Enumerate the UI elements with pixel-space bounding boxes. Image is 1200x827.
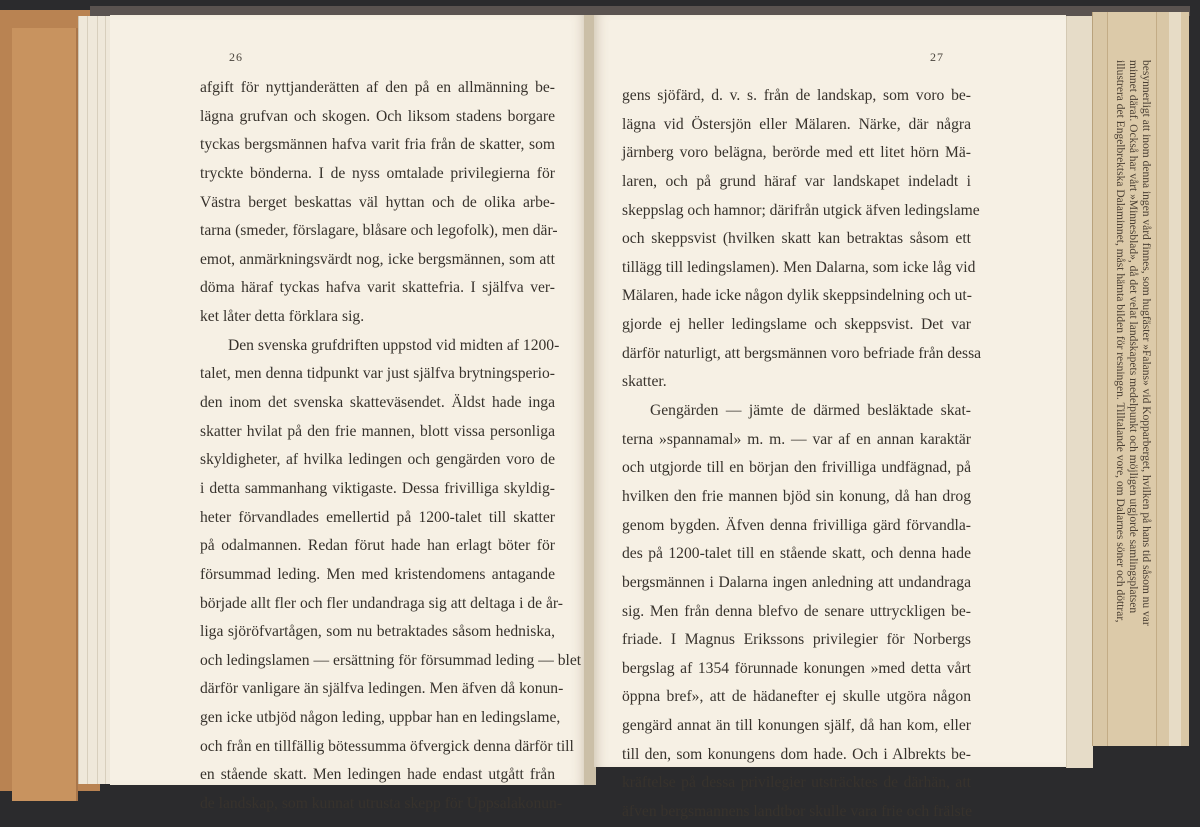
- right-page: [594, 15, 1066, 821]
- text-line: talet, men denna tidpunkt var just själfva brytningsperio-: [200, 365, 555, 383]
- text-line: sig. Men från denna blefvo de senare uttryckligen be-: [622, 602, 971, 620]
- text-line: tryckte bönderna. I de nyss omtalade privilegierna för: [200, 164, 555, 182]
- text-line: bergsmännen i Dalarna ingen anledning att undandraga: [622, 573, 971, 591]
- text-line: skatter hvilat på den frie mannen, blott vissa personliga: [200, 422, 555, 440]
- text-line: Mälaren, hade icke någon dylik skeppsindelning och ut-: [622, 287, 972, 305]
- page-edges-right: [1066, 16, 1093, 768]
- text-line: kräftelse på dessa privilegier utsträcktes de därhän, att: [622, 774, 971, 792]
- text-line: laren, och på grund häraf var landskapet indeladt i: [622, 172, 971, 190]
- text-line: bergslag af 1354 förunnade konungen »med detta vårt: [622, 659, 971, 677]
- text-line: och skeppsvist (hvilken skatt kan betraktas såsom ett: [622, 230, 971, 248]
- text-line: gen icke utbjöd någon leding, uppbar han en ledingslame,: [200, 709, 561, 727]
- text-line: därför naturligt, att bergsmännen voro befriade från dessa: [622, 344, 982, 362]
- page-body-text: [622, 82, 982, 827]
- text-line: tyckas bergsmännen hafva varit fria från de skatter, som: [200, 136, 555, 154]
- page-number: 26: [229, 50, 243, 64]
- page-body-text: [200, 74, 582, 819]
- text-line: började allt fler och fler undandraga sig att deltaga i de år-: [200, 594, 563, 612]
- page-number: 27: [930, 50, 944, 64]
- text-line: öppna bref», att de hädanefter ej skulle utgöra någon: [622, 688, 971, 706]
- text-line: des på 1200-talet till en stående skatt, och denna hade: [622, 545, 971, 563]
- inserted-clipping: [1092, 12, 1189, 746]
- text-line: emot, anmärkningsvärdt nog, icke bergsmännen, som att: [200, 250, 555, 268]
- cover-endpaper: [12, 28, 78, 801]
- text-line: den inom det svenska skatteväsendet. Äldst hade inga: [200, 394, 555, 412]
- text-line: gengärd annat än till konungen själf, då han kom, eller: [622, 717, 971, 735]
- text-line: hvilken den frie mannen bjöd sin konung, då han drog: [622, 487, 971, 505]
- text-line: Västra berget beskattas väl hyttan och de olika arbe-: [200, 193, 555, 211]
- text-line: friade. I Magnus Erikssons privilegier för Norbergs: [622, 631, 971, 649]
- text-line: äfven bergsmannens landtbor skulle vara frie och frälste: [622, 803, 973, 821]
- text-line: terna »spannamal» m. m. — var af en annan karaktär: [622, 430, 971, 448]
- text-line: lägna grufvan och skogen. Och liksom stadens borgare: [200, 107, 555, 125]
- text-line: i detta sammanhang viktigaste. Dessa frivilliga skyldig-: [200, 479, 555, 497]
- text-line: försummad leding. Men med kristendomens antagande: [200, 565, 555, 583]
- text-line: döma häraf tyckas hafva varit skattefria. I själfva ver-: [200, 279, 555, 297]
- clipping-text-line: minnet däraf. Också har vårt »Minnesblad», då det velat landskapets medelpunkt och möjligen utgjorde samlingsplatsen: [1127, 60, 1139, 614]
- clipping-text-line: illustrera det Engelbrektska Dalaminnet, måst hämta bilden för resningen. Tilltalande vore, om Dalarnes söner och döttrar,: [1114, 60, 1126, 623]
- clipping-rotated-text: [1113, 60, 1152, 740]
- text-line: skeppslag och hamnor; därifrån utgick äfven ledingslame: [622, 201, 980, 219]
- text-line: och från en tillfällig bötessumma öfvergick denna därför till: [200, 737, 574, 755]
- text-line: på odalmannen. Redan förut hade han erlagt böter för: [200, 537, 555, 555]
- text-line: liga sjöröfvartågen, som nu betraktades såsom hedniska,: [200, 623, 555, 641]
- text-line: afgift för nyttjanderätten af den på en allmänning be-: [200, 79, 555, 96]
- text-line: tarna (smeder, förslagare, blåsare och legofolk), men där-: [200, 222, 558, 240]
- text-line: och utgjorde till en början den frivilliga undfägnad, på: [622, 459, 971, 477]
- text-line: till den, som konungens dom hade. Och i Albrekts be-: [622, 745, 971, 763]
- text-line: Den svenska grufdriften uppstod vid midten af 1200-: [228, 336, 560, 354]
- text-line: heter förvandlades emellertid på 1200-talet till skatter: [200, 508, 555, 526]
- text-line: en stående skatt. Men ledingen hade endast utgått från: [200, 766, 555, 784]
- text-line: därför vanligare än själfva ledingen. Men äfven då konun-: [200, 680, 564, 698]
- text-line: de landskap, som kunnat utrusta skepp för Uppsalakonun-: [200, 795, 563, 813]
- text-line: Gengärden — jämte de därmed besläktade skat-: [650, 402, 971, 420]
- text-line: ket låter detta förklara sig.: [200, 308, 365, 326]
- text-line: skyldigheter, af hvilka ledingen och gengärden voro de: [200, 451, 555, 469]
- clipping-text-line: besynnerligt att inom denna ingen vård finnes, som hugfäster »Falans» vid Kopparberget, hvilken på hans tid såsom nu var: [1140, 60, 1152, 626]
- text-line: tillägg till ledingslamen). Men Dalarna, som icke låg vid: [622, 258, 976, 276]
- text-line: genom bygden. Äfven denna frivilliga gärd förvandla-: [622, 516, 971, 534]
- text-line: gjorde ej heller ledingslame och skeppsvist. Det var: [622, 316, 971, 334]
- clipping-edge: [1169, 12, 1181, 746]
- text-line: järnberg voro belägna, berörde med ett litet hörn Mä-: [622, 144, 971, 162]
- left-page: [110, 15, 586, 813]
- text-line: skatter.: [622, 373, 667, 391]
- text-line: lägna vid Östersjön eller Mälaren. Närke, där några: [622, 115, 971, 133]
- text-line: och ledingslamen — ersättning för försummad leding — blet: [200, 651, 582, 669]
- text-line: gens sjöfärd, d. v. s. från de landskap, som voro be-: [622, 87, 971, 104]
